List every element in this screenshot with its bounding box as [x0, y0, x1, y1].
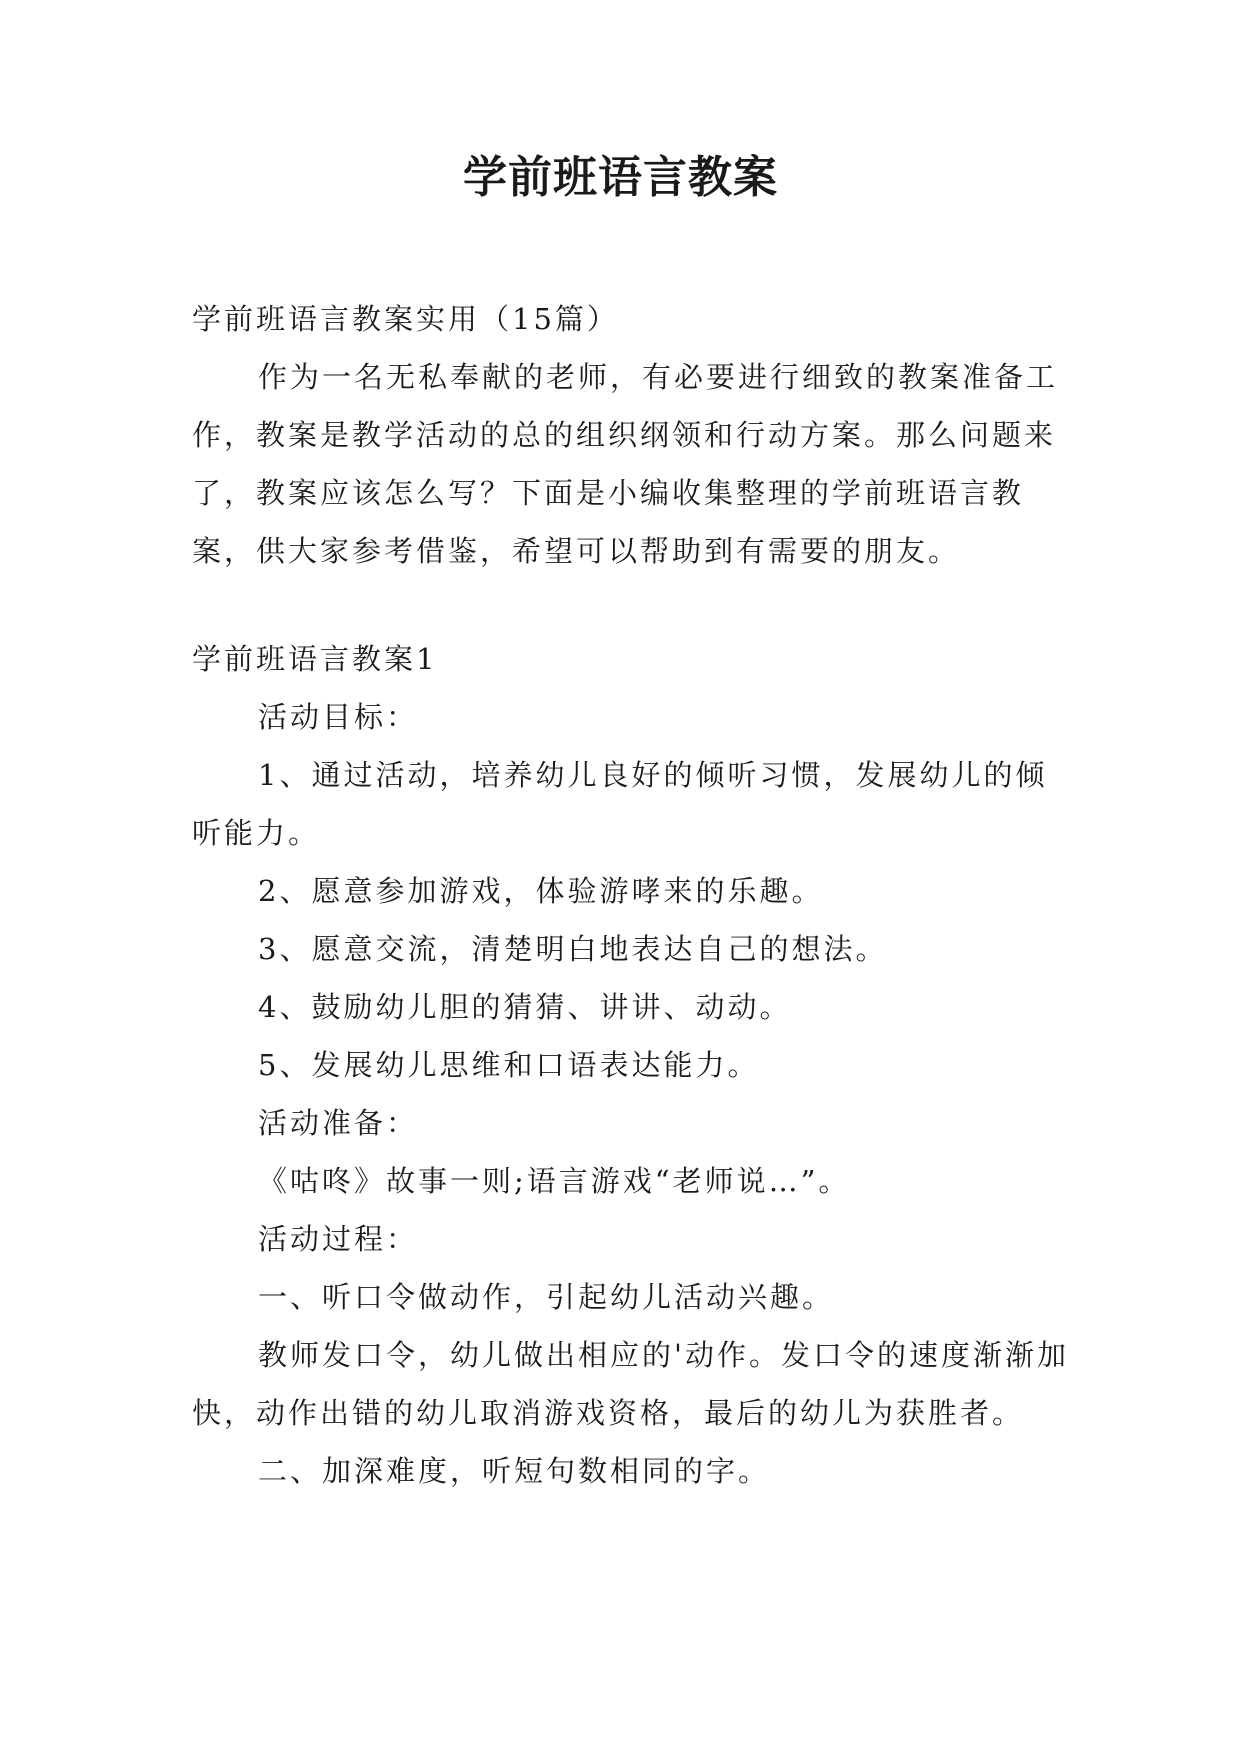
section-spacer: [192, 580, 1072, 630]
document-title: 学前班语言教案: [463, 152, 778, 203]
prep-label: 活动准备：: [258, 1106, 419, 1140]
goal-item-2: 2、愿意参加游戏，体验游哮来的乐趣。: [258, 874, 824, 908]
document-body: [192, 290, 1072, 1500]
goal-item-3: 3、愿意交流，清楚明白地表达自己的想法。: [258, 932, 888, 966]
goal-item-5: 5、发展幼儿思维和口语表达能力。: [258, 1048, 760, 1082]
intro-paragraph: 作为一名无私奉献的老师，有必要进行细致的教案准备工作，教案是教学活动的总的组织纲领和行动方案。那么问题来了，教案应该怎么写？下面是小编收集整理的学前班语言教案，供大家参考借鉴，希望可以帮助到有需要的朋友。: [192, 360, 1059, 568]
document-subtitle: 学前班语言教案实用（15篇）: [192, 302, 619, 336]
section-heading: 学前班语言教案1: [192, 642, 438, 676]
process-step-2: 二、加深难度，听短句数相同的字。: [258, 1454, 771, 1488]
goal-item-1: 1、通过活动，培养幼儿良好的倾听习惯，发展幼儿的倾听能力。: [192, 758, 1048, 850]
process-label: 活动过程：: [258, 1222, 419, 1256]
process-step-1-detail: 教师发口令，幼儿做出相应的'动作。发口令的速度渐渐加快，动作出错的幼儿取消游戏资格，最后的幼儿为获胜者。: [192, 1338, 1069, 1430]
goal-item-4: 4、鼓励幼儿胆的猜猜、讲讲、动动。: [258, 990, 792, 1024]
goals-label: 活动目标：: [258, 700, 419, 734]
prep-text: 《咕咚》故事一则;语言游戏“老师说…”。: [258, 1164, 851, 1198]
process-step-1: 一、听口令做动作，引起幼儿活动兴趣。: [258, 1280, 835, 1314]
